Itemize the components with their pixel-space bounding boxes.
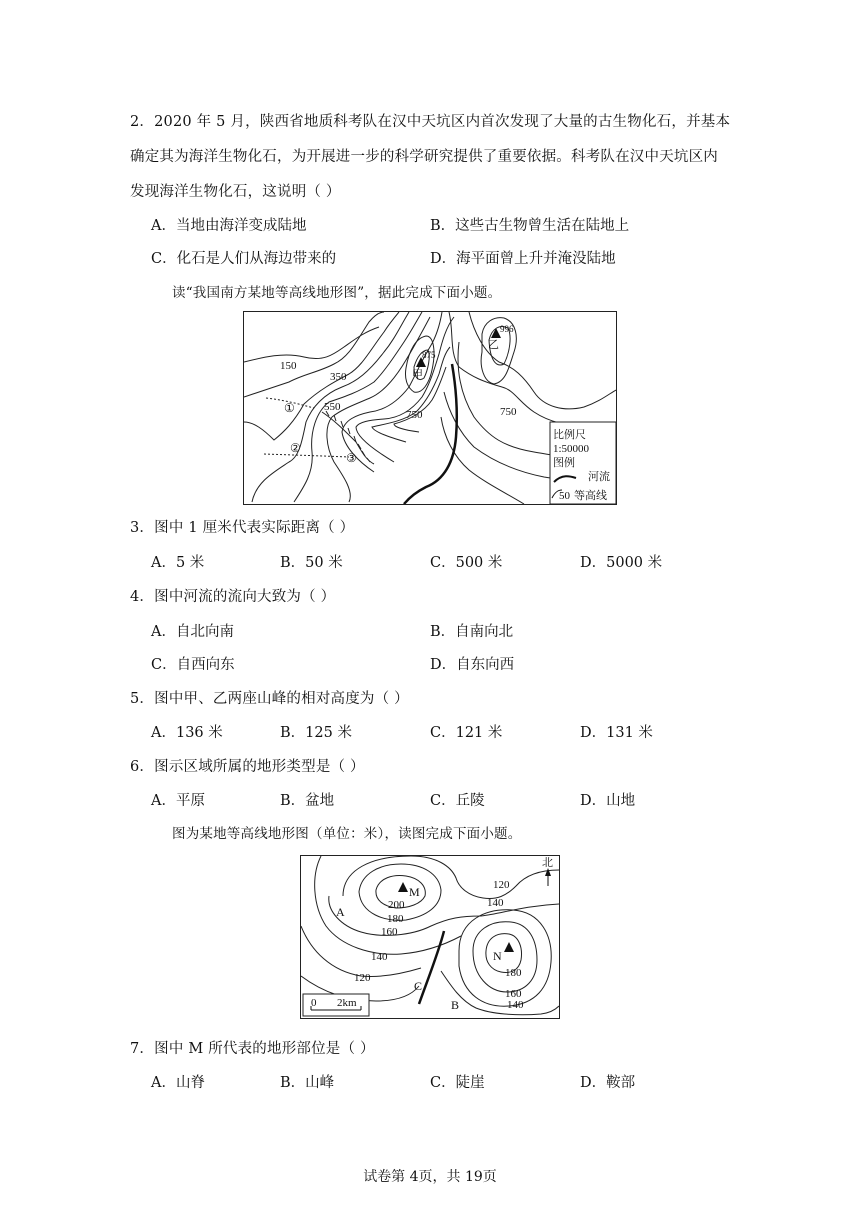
intro-map1: 读“我国南方某地等高线地形图”，据此完成下面小题。 [172, 285, 502, 301]
q4-option-a[interactable]: A．自北向南 [151, 624, 234, 640]
legend-scale-title: 比例尺 [553, 429, 586, 441]
contour-label-750-east: 750 [500, 406, 517, 418]
page-footer: 试卷第 4页，共 19页 [363, 1169, 497, 1185]
peak-marker-m [398, 882, 408, 892]
q4-option-c[interactable]: C．自西向东 [151, 657, 235, 673]
point-label-2: ② [290, 441, 301, 455]
point-label-1: ① [284, 401, 295, 415]
contour-label-180-m: 180 [387, 913, 404, 925]
contour-label-160-n: 160 [505, 988, 522, 1000]
contour-label-140-w: 140 [371, 951, 388, 963]
legend-scale-value: 1:50000 [553, 443, 590, 455]
north-arrow-icon [545, 868, 551, 876]
scale-zero: 0 [311, 997, 317, 1009]
q3-option-c[interactable]: C．500 米 [430, 555, 503, 571]
q2-option-d[interactable]: D．海平面曾上升并淹没陆地 [430, 251, 616, 267]
contour-label-160-m: 160 [381, 926, 398, 938]
q2-option-a[interactable]: A．当地由海洋变成陆地 [151, 218, 307, 234]
contour-label-350: 350 [330, 371, 347, 383]
q3-option-a[interactable]: A．5 米 [151, 555, 205, 571]
contour-label-550: 550 [324, 401, 341, 413]
contour-map-2-drawing [301, 856, 559, 1018]
q6-option-b[interactable]: B．盆地 [280, 793, 335, 809]
contour-map-1-drawing [244, 312, 616, 504]
point-label-c: C [414, 979, 423, 993]
contour-label-140-s: 140 [507, 999, 524, 1011]
q7-stem: 7．图中 M 所代表的地形部位是（ ） [130, 1041, 375, 1057]
q2-option-b[interactable]: B．这些古生物曾生活在陆地上 [430, 218, 630, 234]
point-label-3: ③ [346, 451, 357, 465]
peak-label-yi: 乙 [488, 339, 499, 351]
q5-option-c[interactable]: C．121 米 [430, 725, 503, 741]
q2-stem-line3: 发现海洋生物化石，这说明（ ） [130, 184, 341, 200]
contour-label-140-ne: 140 [487, 897, 504, 909]
q6-option-c[interactable]: C．丘陵 [430, 793, 485, 809]
point-label-b: B [451, 998, 460, 1012]
q7-option-c[interactable]: C．陡崖 [430, 1075, 485, 1091]
legend-river-label: 河流 [588, 471, 610, 483]
contour-map-2 [300, 855, 560, 1019]
contour-label-200: 200 [388, 899, 405, 911]
q7-option-d[interactable]: D．鞍部 [580, 1075, 636, 1091]
q5-option-b[interactable]: B．125 米 [280, 725, 352, 741]
contour-label-875: 875 [422, 350, 436, 360]
q4-stem: 4．图中河流的流向大致为（ ） [130, 589, 336, 605]
q5-option-d[interactable]: D．131 米 [580, 725, 653, 741]
q4-option-b[interactable]: B．自南向北 [430, 624, 514, 640]
point-label-m: M [409, 885, 420, 899]
point-label-a: A [336, 905, 345, 919]
q2-stem-line1: 2．2020 年 5 月，陕西省地质科考队在汉中天坑区内首次发现了大量的古生物化石，并基本 [130, 114, 731, 130]
contour-label-150: 150 [280, 360, 297, 372]
q3-option-d[interactable]: D．5000 米 [580, 555, 663, 571]
q5-stem: 5．图中甲、乙两座山峰的相对高度为（ ） [130, 691, 409, 707]
q4-option-d[interactable]: D．自东向西 [430, 657, 515, 673]
contour-label-750-west: 750 [406, 409, 423, 421]
q3-stem: 3．图中 1 厘米代表实际距离（ ） [130, 520, 355, 536]
contour-label-120-w: 120 [354, 972, 371, 984]
legend-contour-label: 等高线 [574, 490, 607, 502]
north-label: 北 [542, 857, 553, 869]
q5-option-a[interactable]: A．136 米 [151, 725, 223, 741]
peak-marker-n [504, 942, 514, 952]
q6-option-a[interactable]: A．平原 [151, 793, 205, 809]
legend-title: 图例 [553, 457, 575, 469]
q6-stem: 6．图示区域所属的地形类型是（ ） [130, 759, 365, 775]
point-label-n: N [493, 949, 502, 963]
scale-distance: 2km [337, 997, 357, 1009]
q3-option-b[interactable]: B．50 米 [280, 555, 343, 571]
contour-label-996: 996 [500, 324, 514, 334]
q7-option-a[interactable]: A．山脊 [151, 1075, 205, 1091]
legend-contour-sample: 50 [559, 490, 570, 502]
q7-option-b[interactable]: B．山峰 [280, 1075, 335, 1091]
contour-label-180-n: 180 [505, 967, 522, 979]
contour-map-1 [243, 311, 617, 505]
intro-map2: 图为某地等高线地形图（单位：米），读图完成下面小题。 [172, 826, 522, 842]
peak-label-jia: 甲 [412, 369, 423, 381]
q6-option-d[interactable]: D．山地 [580, 793, 636, 809]
contour-label-120-ne: 120 [493, 879, 510, 891]
q2-stem-line2: 确定其为海洋生物化石，为开展进一步的科学研究提供了重要依据。科考队在汉中天坑区内 [130, 149, 718, 165]
q2-option-c[interactable]: C．化石是人们从海边带来的 [151, 251, 337, 267]
